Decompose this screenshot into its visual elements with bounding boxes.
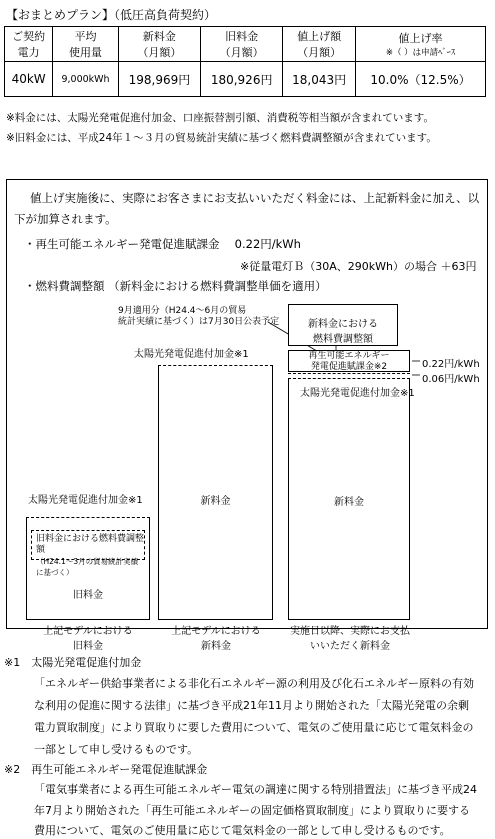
bar-old-fee-label: 旧料金	[73, 590, 103, 601]
footnote-1-line: 「エネルギー供給事業者による非化石エネルギー源の利用及び化石エネルギー原料の有効	[34, 677, 474, 690]
cell-increase-rate: 10.0%（12.5%）	[356, 62, 486, 97]
cell-average-usage: 9,000kWh	[53, 62, 119, 97]
intro-line-1: 値上げ実施後に、実際にお客さまにお支払いいただく料金には、上記新料金に加え、以	[30, 191, 480, 205]
bar-actual-new-fee-label: 新料金	[334, 497, 364, 508]
renewable-charge-example: ※従量電灯Ｂ（30A、290kWh）の場合 ＋63円	[240, 260, 477, 273]
footnote-2-line: 年7月より開始された「再生可能エネルギーの固定価格買取制度」により買取りに要する	[34, 804, 470, 817]
footnote-2-line: 「電気事業者による再生可能エネルギー電気の調達に関する特別措置法」に基づき平成24	[34, 783, 477, 796]
solar-surcharge-label-left: 太陽光発電促進付加金※1	[28, 495, 143, 506]
cell-old-fee: 180,926円	[201, 62, 283, 97]
cell-increase-amount: 18,043円	[283, 62, 356, 97]
renewable-surcharge-segment: 再生可能エネルギー 発電促進賦課金※2	[288, 350, 410, 372]
intro-line-2: 下が加算されます。	[14, 212, 117, 226]
bar-actual-new-fee	[288, 378, 410, 620]
footnote-2-title: ※2 再生可能エネルギー発電促進賦課金	[4, 763, 208, 776]
callout-fuel-schedule-line-2: 統計実績に基づく）は7月30日公表予定	[118, 317, 280, 327]
caption-new-fee: 上記モデルにおける 新料金	[171, 626, 261, 652]
solar-surcharge-label-right: 太陽光発電促進付加金※1	[300, 388, 415, 399]
plan-title: 【おまとめプラン】（低圧高負荷契約）	[6, 8, 217, 22]
header-old-fee: 旧料金 （月額）	[201, 27, 283, 62]
old-fuel-adjustment-segment: 旧料金における燃料費調整額 （H24.1～3月の貿易統計実績に基づく）	[31, 530, 145, 560]
solar-surcharge-label-middle: 太陽光発電促進付加金※1	[134, 349, 249, 360]
footnote-1-title: ※1 太陽光発電促進付加金	[4, 656, 142, 669]
header-new-fee: 新料金 （月額）	[118, 27, 200, 62]
header-average-usage: 平均 使用量	[53, 27, 119, 62]
cell-new-fee: 198,969円	[118, 62, 200, 97]
footnote-1-line: 電力買取制度」により買取りに要した費用について、電気のご使用量に応じて電気料金の	[34, 721, 474, 734]
callout-fuel-schedule-line-1: 9月適用分（H24.4～6月の貿易	[118, 306, 247, 316]
right-bar-divider	[288, 373, 410, 374]
note-1: ※料金には、太陽光発電促進付加金、口座振替割引額、消費税等相当額が含まれています。	[6, 112, 434, 124]
renewable-rate: 0.22円/kWh	[422, 359, 480, 370]
solar-rate: 0.06円/kWh	[422, 374, 480, 385]
header-increase-amount: 値上げ額 （月額）	[283, 27, 356, 62]
caption-actual-fee: 実施日以降、実際にお支払 いいただく新料金	[290, 626, 410, 652]
bar-new-fee-model	[158, 365, 273, 620]
header-contract-power: ご契約 電力	[5, 27, 53, 62]
cell-contract-power: 40kW	[5, 62, 53, 97]
caption-old-fee: 上記モデルにおける 旧料金	[43, 626, 133, 652]
footnote-1-line: 一部として申し受けるものです。	[34, 743, 199, 756]
fuel-adjustment-item: ・燃料費調整額 （新料金における燃料費調整単価を適用）	[24, 279, 327, 293]
callout-new-fuel-adjustment: 新料金における 燃料費調整額	[288, 304, 398, 346]
bar-old-fee-model	[26, 517, 150, 620]
footnote-1-line: な利用の促進に関する法律」に基づき平成21年11月より開始された「太陽光発電の余剰	[34, 699, 469, 712]
header-increase-rate: 値上げ率 ※（ ）は申請ﾍﾞｰｽ	[356, 27, 486, 62]
renewable-charge-item: ・再生可能エネルギー発電促進賦課金 0.22円/kWh	[24, 237, 301, 251]
note-2: ※旧料金には、平成24年１～３月の貿易統計実績に基づく燃料費調整額が含まれています。	[6, 132, 437, 144]
bar-new-fee-model-label: 新料金	[200, 496, 231, 507]
footnote-2-line: 費用について、電気のご使用量に応じて電気料金の一部として申し受けるものです。	[34, 824, 451, 837]
